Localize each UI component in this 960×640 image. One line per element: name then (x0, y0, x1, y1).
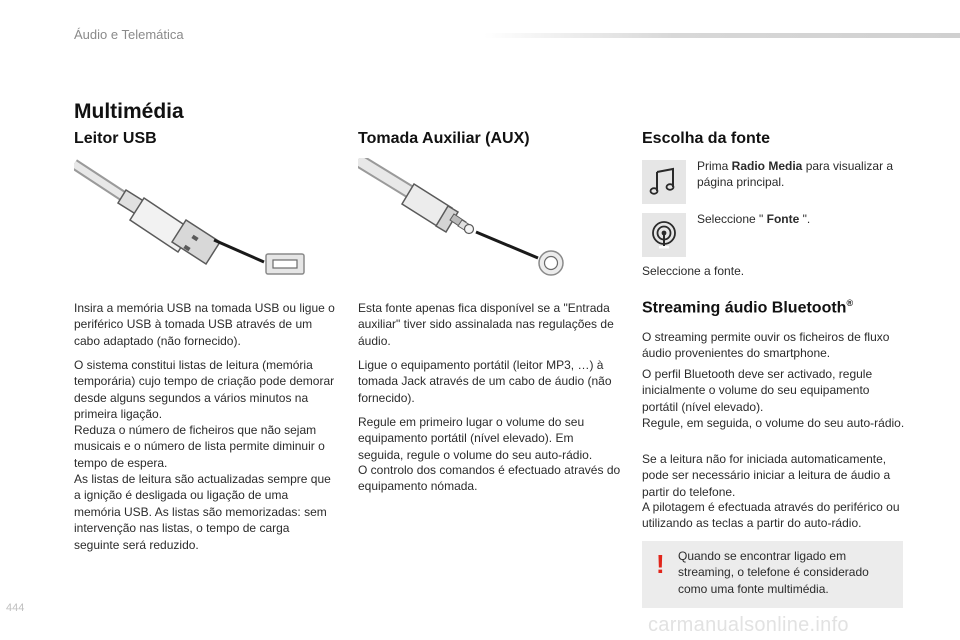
aux-paragraph-3: Regule em primeiro lugar o volume do seu equipamento portátil (nível elevado). Em seguida, regule o volume do seu auto-rádio. (358, 415, 593, 462)
header-divider (484, 33, 960, 38)
usb-paragraph-3: Reduza o número de ficheiros que não sejam musicais e o número de lista permite diminuir o tempo de espera. (74, 423, 325, 470)
aux-paragraph-1: Esta fonte apenas fica disponível se a "Entrada auxiliar" tiver sido assinalada nas regulações de áudio. (358, 301, 614, 348)
usb-plug-illustration (74, 158, 314, 280)
aux-paragraph-2: Ligue o equipamento portátil (leitor MP3, …) à tomada Jack através de um cabo de áudio (não fornecido). (358, 358, 612, 405)
note-text: Quando se encontrar ligado em streaming, o telefone é considerado como uma fonte multimédia. (678, 549, 869, 596)
aux-paragraph-4: O controlo dos comandos é efectuado através do equipamento nómada. (358, 463, 621, 494)
watermark: carmanualsonline.info (648, 614, 849, 636)
page-title: Multimédia (74, 100, 184, 123)
usb-paragraph-4: As listas de leitura são actualizadas sempre que a ignição é desligada ou ligação de uma memória USB. As listas são memorizadas: sem intervenção nas listas, o tempo de carga seguinte será reduzido. (74, 472, 331, 552)
bluetooth-paragraph-2: O perfil Bluetooth deve ser activado, regule inicialmente o volume do seu equipamento portátil (nível elevado). (642, 367, 873, 414)
warning-icon: ! (656, 549, 665, 579)
jack-plug-illustration (358, 158, 572, 280)
usb-heading: Leitor USB (74, 130, 157, 147)
bluetooth-paragraph-3: Regule, em seguida, o volume do seu auto-rádio. (642, 416, 905, 430)
music-note-icon (642, 160, 686, 204)
radio-signal-icon (642, 213, 686, 257)
usb-paragraph-1: Insira a memória USB na tomada USB ou ligue o periférico USB à tomada USB através de um cabo adaptado (não fornecido). (74, 301, 335, 348)
bluetooth-paragraph-1: O streaming permite ouvir os ficheiros de fluxo áudio provenientes do smartphone. (642, 330, 890, 361)
bluetooth-paragraph-5: A pilotagem é efectuada através do periférico ou utilizando as teclas a partir do auto-rádio. (642, 500, 900, 531)
note-box (642, 541, 903, 608)
source-heading: Escolha da fonte (642, 130, 771, 147)
bluetooth-paragraph-4: Se a leitura não for iniciada automaticamente, pode ser necessário iniciar a leitura de áudio a partir do telefone. (642, 452, 891, 499)
aux-heading: Tomada Auxiliar (AUX) (358, 130, 530, 147)
source-step-1: Prima Radio Media para visualizar a página principal. (697, 159, 894, 190)
page-number: 444 (6, 602, 25, 614)
source-step-2: Seleccione " Fonte ". (697, 212, 811, 226)
source-step-3: Seleccione a fonte. (642, 264, 745, 278)
usb-paragraph-2: O sistema constitui listas de leitura (memória temporária) cujo tempo de criação pode demorar desde alguns segundos a vários minutos na primeira ligação. (74, 358, 335, 422)
section-header: Áudio e Telemática (74, 27, 184, 42)
bluetooth-heading: Streaming áudio Bluetooth® (642, 298, 854, 317)
